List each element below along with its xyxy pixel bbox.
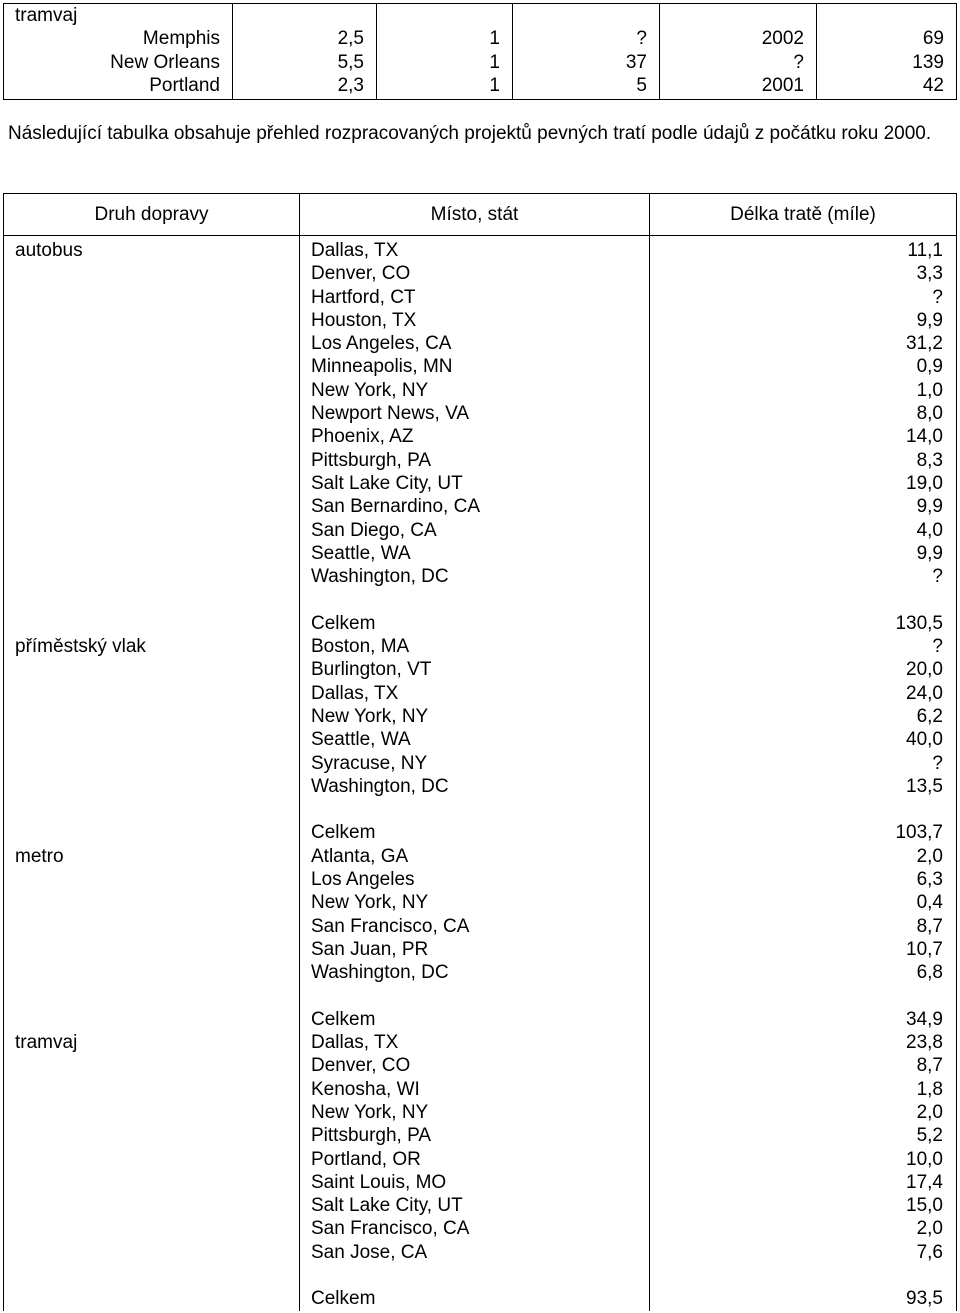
- length-value: 2,0: [916, 845, 943, 867]
- location: Salt Lake City, UT: [311, 1195, 463, 1217]
- location: Burlington, VT: [311, 659, 432, 681]
- length-cell: [650, 635, 957, 845]
- top-value: 1: [489, 51, 500, 73]
- top-value: 2002: [761, 28, 804, 50]
- top-value: ?: [636, 28, 647, 50]
- location: Salt Lake City, UT: [311, 472, 463, 494]
- length-value: 14,0: [906, 426, 943, 448]
- location: New York, NY: [311, 379, 429, 401]
- length-value: 2,0: [916, 1218, 943, 1240]
- length-value: 8,7: [916, 1055, 943, 1077]
- top-city: New Orleans: [110, 51, 220, 73]
- group-row: [4, 1031, 957, 1311]
- top-category: tramvaj: [15, 5, 78, 26]
- location: San Diego, CA: [311, 519, 437, 541]
- length-value: 31,2: [906, 333, 943, 355]
- length-value: 40,0: [906, 729, 943, 751]
- length-value: ?: [932, 286, 943, 308]
- length-value: 0,9: [916, 356, 943, 378]
- top-value: 1: [489, 28, 500, 50]
- length-value: 5,2: [916, 1125, 943, 1147]
- total-value: 34,9: [906, 1008, 943, 1030]
- top-value: 69: [922, 28, 944, 50]
- length-value: 24,0: [906, 682, 943, 704]
- location: Dallas, TX: [311, 1032, 399, 1054]
- table-body: [4, 236, 957, 1311]
- group-row: [4, 845, 957, 1031]
- location: Hartford, CT: [311, 286, 416, 308]
- group-row: [4, 239, 957, 635]
- top-col-d: [660, 4, 817, 100]
- total-label: Celkem: [311, 822, 376, 844]
- location: Washington, DC: [311, 566, 449, 588]
- location: Los Angeles, CA: [311, 333, 452, 355]
- top-value: 2001: [761, 75, 804, 97]
- location: Boston, MA: [311, 636, 410, 658]
- top-col-b: [377, 4, 513, 100]
- top-value: 42: [922, 75, 944, 97]
- location: Denver, CO: [311, 263, 411, 285]
- length-value: 1,8: [916, 1078, 943, 1100]
- transport-type: tramvaj: [15, 1032, 78, 1054]
- location: Dallas, TX: [311, 240, 399, 261]
- location: Newport News, VA: [311, 403, 470, 425]
- location: Portland, OR: [311, 1148, 421, 1170]
- location-cell: [300, 1031, 650, 1311]
- length-value: 15,0: [906, 1195, 943, 1217]
- location: San Juan, PR: [311, 938, 429, 960]
- length-cell: [650, 1031, 957, 1311]
- transport-type-cell: [4, 239, 300, 635]
- top-city: Portland: [149, 75, 220, 97]
- location: Seattle, WA: [311, 729, 411, 751]
- top-table: [3, 3, 957, 100]
- location: San Francisco, CA: [311, 1218, 470, 1240]
- transport-type-cell: [4, 635, 300, 845]
- location: Kenosha, WI: [311, 1078, 420, 1100]
- total-label: Celkem: [311, 612, 376, 634]
- location: Houston, TX: [311, 309, 417, 331]
- top-city: Memphis: [142, 28, 220, 50]
- transport-type: autobus: [15, 240, 83, 261]
- location: Phoenix, AZ: [311, 426, 414, 448]
- length-value: 17,4: [906, 1171, 943, 1193]
- length-value: 9,9: [916, 309, 943, 331]
- location: Denver, CO: [311, 1055, 411, 1077]
- top-value: 5: [636, 75, 647, 97]
- location: Syracuse, NY: [311, 752, 428, 774]
- top-value: 2,3: [337, 75, 364, 97]
- top-value: 1: [489, 75, 500, 97]
- total-label: Celkem: [311, 1288, 376, 1310]
- length-value: ?: [932, 636, 943, 658]
- transport-type-cell: [4, 1031, 300, 1311]
- header-location: Místo, stát: [300, 194, 650, 236]
- length-value: 11,1: [907, 240, 943, 261]
- length-value: 8,0: [916, 403, 943, 425]
- total-label: Celkem: [311, 1008, 376, 1030]
- top-col-a: [233, 4, 377, 100]
- total-value: 103,7: [895, 822, 943, 844]
- length-value: 9,9: [916, 542, 943, 564]
- transport-type: metro: [15, 845, 64, 867]
- projects-table: [3, 193, 957, 1311]
- location: San Bernardino, CA: [311, 496, 480, 518]
- top-value: ?: [793, 51, 804, 73]
- top-col-c: [513, 4, 660, 100]
- length-cell: [650, 239, 957, 635]
- header-transport-type: Druh dopravy: [4, 194, 300, 236]
- intro-paragraph: Následující tabulka obsahuje přehled rozpracovaných projektů pevných tratí podle údajů z počátku roku 2000.: [8, 123, 932, 144]
- location: Pittsburgh, PA: [311, 1125, 432, 1147]
- top-value: 139: [912, 51, 944, 73]
- top-value: 5,5: [337, 51, 364, 73]
- length-value: 9,9: [916, 496, 943, 518]
- total-value: 130,5: [895, 612, 943, 634]
- total-value: 93,5: [906, 1288, 943, 1310]
- length-value: 4,0: [916, 519, 943, 541]
- length-value: 3,3: [916, 263, 943, 285]
- location: Washington, DC: [311, 962, 449, 984]
- location: Minneapolis, MN: [311, 356, 453, 378]
- transport-type: příměstský vlak: [15, 636, 146, 658]
- length-value: 6,3: [916, 869, 943, 891]
- length-value: 1,0: [916, 379, 943, 401]
- length-value: 7,6: [916, 1241, 943, 1263]
- length-value: ?: [932, 752, 943, 774]
- header-row: [4, 194, 957, 236]
- location: Atlanta, GA: [311, 845, 409, 867]
- location: New York, NY: [311, 1101, 429, 1123]
- top-value: 37: [625, 51, 647, 73]
- length-value: 10,7: [906, 938, 943, 960]
- length-cell: [650, 845, 957, 1031]
- location-cell: [300, 239, 650, 635]
- length-value: 2,0: [916, 1101, 943, 1123]
- length-value: 19,0: [906, 472, 943, 494]
- length-value: 10,0: [906, 1148, 943, 1170]
- length-value: 20,0: [906, 659, 943, 681]
- length-value: 8,7: [916, 915, 943, 937]
- group-row: [4, 635, 957, 845]
- length-value: ?: [932, 566, 943, 588]
- header-length: Délka tratě (míle): [650, 194, 957, 236]
- location: New York, NY: [311, 705, 429, 727]
- location-cell: [300, 635, 650, 845]
- location: San Francisco, CA: [311, 915, 470, 937]
- transport-type-cell: [4, 845, 300, 1031]
- length-value: 6,8: [916, 962, 943, 984]
- top-city-cell: [4, 4, 233, 100]
- location: Pittsburgh, PA: [311, 449, 432, 471]
- location: Los Angeles: [311, 869, 415, 891]
- location: Saint Louis, MO: [311, 1171, 447, 1193]
- top-col-e: [817, 4, 957, 100]
- length-value: 8,3: [916, 449, 943, 471]
- location: Washington, DC: [311, 775, 449, 797]
- length-value: 6,2: [916, 705, 943, 727]
- top-value: 2,5: [337, 28, 364, 50]
- location: San Jose, CA: [311, 1241, 428, 1263]
- length-value: 0,4: [916, 892, 943, 914]
- location-cell: [300, 845, 650, 1031]
- length-value: 13,5: [906, 775, 943, 797]
- location: New York, NY: [311, 892, 429, 914]
- length-value: 23,8: [906, 1032, 943, 1054]
- location: Dallas, TX: [311, 682, 399, 704]
- location: Seattle, WA: [311, 542, 411, 564]
